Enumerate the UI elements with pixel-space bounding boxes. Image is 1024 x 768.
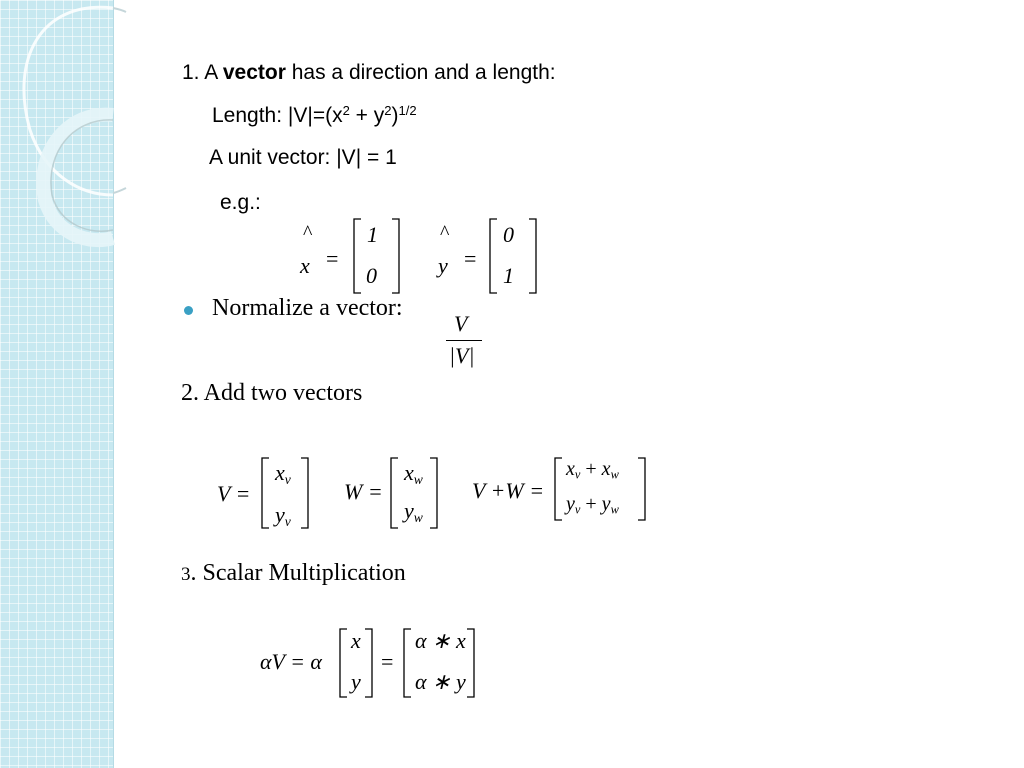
y-hat-variable: y (438, 253, 448, 278)
normalize-numerator: V (454, 311, 468, 336)
sum-entry-2-b: y (601, 493, 611, 515)
scalar-lhs: αV = α (260, 649, 322, 674)
scalar-col1-y: y (351, 669, 361, 694)
normalize-denominator: |V| (449, 343, 475, 368)
w-entry-y-sub: w (413, 510, 423, 526)
scalar-equals: = (381, 649, 394, 674)
v-entry-y-base: y (275, 502, 285, 527)
decorative-sidebar (0, 0, 114, 768)
x-hat-equals: = (326, 246, 339, 271)
example-label: e.g.: (220, 191, 261, 214)
y-hat-equals: = (464, 246, 477, 271)
v-entry-x (275, 460, 291, 486)
x-hat-entry-1: 1 (367, 222, 378, 247)
sum-entry-1 (566, 458, 619, 481)
length-label: Length: |V|=(x (212, 104, 343, 127)
x-hat-symbol: ^ (303, 222, 313, 244)
sum-entry-2-op: + (580, 493, 602, 515)
y-hat-symbol: ^ (440, 222, 450, 244)
length-exponent-x: 2 (342, 102, 350, 118)
scalar-col2-x: α ∗ x (415, 628, 466, 653)
v-definition-lhs: V = (217, 481, 251, 506)
sum-entry-2 (566, 493, 619, 516)
scalar-col2-y: α ∗ y (415, 669, 466, 694)
vector-term: vector (222, 61, 286, 84)
v-entry-y-sub: v (284, 514, 291, 530)
y-hat-matrix-brackets (488, 218, 540, 294)
x-hat-variable: x (300, 253, 310, 278)
scalar-heading-number: 3 (181, 564, 191, 585)
w-entry-x-base: x (404, 460, 414, 485)
fraction-bar (446, 340, 482, 341)
sum-lhs: V +W = (472, 478, 545, 503)
scalar-heading-text: . Scalar Multiplication (190, 560, 406, 586)
sum-entry-1-b: x (601, 458, 611, 480)
w-entry-x-sub: w (413, 472, 423, 488)
sum-entry-2-b-sub: w (610, 502, 619, 517)
y-hat-entry-1: 0 (503, 222, 514, 247)
v-entry-x-base: x (275, 460, 285, 485)
length-exponent-y: 2 (384, 102, 392, 118)
unit-vector-line: A unit vector: |V| = 1 (209, 146, 397, 169)
length-formula (212, 104, 417, 128)
vector-definition-suffix: has a direction and a length: (285, 61, 556, 84)
add-vectors-heading: 2. Add two vectors (181, 380, 363, 406)
sum-entry-1-op: + (580, 458, 602, 480)
length-exponent-half: 1/2 (398, 102, 417, 118)
length-close: ) (391, 104, 399, 127)
sum-entry-2-a-sub: v (574, 502, 581, 517)
w-entry-y (404, 498, 423, 524)
scalar-multiplication-heading (181, 560, 406, 587)
decorative-arc-overlap (100, 0, 130, 260)
sum-entry-1-a: x (566, 458, 575, 480)
vector-definition-line (182, 61, 556, 85)
w-entry-x (404, 460, 423, 486)
sum-entry-1-a-sub: v (574, 467, 581, 482)
v-entry-x-sub: v (284, 472, 291, 488)
vector-definition-prefix: 1. A (182, 61, 223, 84)
x-hat-entry-2: 0 (366, 263, 377, 288)
w-definition-lhs: W = (344, 479, 383, 504)
bullet-icon (184, 306, 193, 315)
length-mid: + y (349, 104, 385, 127)
sum-entry-2-a: y (566, 493, 575, 515)
normalize-label: Normalize a vector: (212, 295, 403, 321)
v-entry-y (275, 502, 291, 528)
scalar-col1-x: x (351, 628, 361, 653)
sum-entry-1-b-sub: w (610, 467, 619, 482)
w-entry-y-base: y (404, 498, 414, 523)
y-hat-entry-2: 1 (503, 263, 514, 288)
